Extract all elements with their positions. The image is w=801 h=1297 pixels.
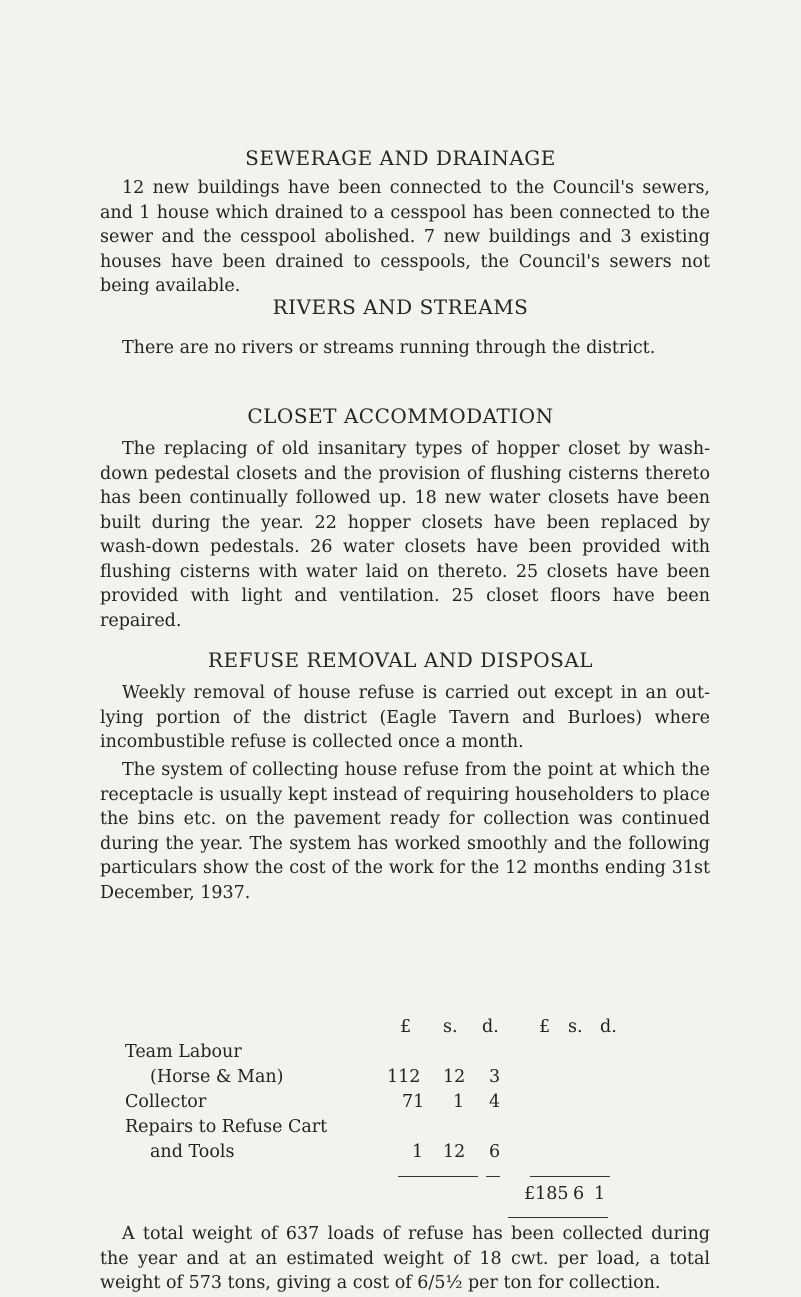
paragraph-refuse-2: The system of collecting house refuse from the point at which the receptacle is usually kept instead of requiring householders to place the bins etc. on the pavement ready for collection was continued during the year. The system has worked smoothly and the following particulars show the cost of the work for the 12 months ending 31st December, 1937. [100, 760, 710, 903]
total-shillings: 6 [573, 1184, 585, 1204]
paragraph-refuse-1: Weekly removal of house refuse is carried out except in an out-lying portion of the district (Eagle Tavern and Burloes) where incombustible refuse is collected once a month. [100, 683, 710, 752]
row-label-continued: (Horse & Man) [150, 1067, 284, 1087]
row-shillings: 1 [453, 1092, 465, 1112]
paragraph-sewerage: 12 new buildings have been connected to the Council's sewers, and 1 house which drained to a cesspool has been connected to the sewer and the cesspool abolished. 7 new buildings and 3 existing houses have been drained to cesspools, the Council's sewers not being available. [100, 178, 710, 296]
paragraph-rivers: There are no rivers or streams running through the district. [122, 338, 656, 358]
header-shillings-1: s. [443, 1017, 458, 1037]
total-rule [508, 1217, 608, 1218]
heading-sewerage: SEWERAGE AND DRAINAGE [245, 146, 556, 170]
row-shillings: 12 [443, 1142, 466, 1162]
heading-refuse: REFUSE REMOVAL AND DISPOSAL [207, 648, 594, 672]
row-pence: 4 [489, 1092, 501, 1112]
row-label: Team Labour [125, 1042, 242, 1062]
row-label: Collector [125, 1092, 207, 1112]
heading-rivers: RIVERS AND STREAMS [272, 295, 529, 319]
row-pounds: 1 [412, 1142, 424, 1162]
header-pence-1: d. [482, 1017, 499, 1037]
row-label: Repairs to Refuse Cart [125, 1117, 328, 1137]
subtotal-rule [530, 1176, 610, 1177]
total-pounds: £185 [524, 1184, 569, 1204]
paragraph-closet: The replacing of old insanitary types of hopper closet by wash-down pedestal closets and the provision of flushing cisterns thereto has been continually followed up. 18 new water closets have been built during the year. 22 hopper closets have been replaced by wash-down pedestals. 26 water closets have been provided with flushing cisterns with water laid on thereto. 25 closets have been provided with light and ventilation. 25 closet floors have been repaired. [100, 439, 710, 631]
header-pence-2: d. [600, 1017, 617, 1037]
subtotal-rule [398, 1176, 478, 1177]
row-shillings: 12 [443, 1067, 466, 1087]
header-pounds-1: £ [400, 1017, 412, 1037]
header-shillings-2: s. [568, 1017, 583, 1037]
cost-table [125, 1015, 645, 1180]
row-label-continued: and Tools [150, 1142, 235, 1162]
paragraph-closing: A total weight of 637 loads of refuse has been collected during the year and at an estimated weight of 18 cwt. per load, a total weight of 573 tons, giving a cost of 6/5½ per ton for collection. [100, 1224, 710, 1293]
subtotal-rule [486, 1176, 500, 1177]
header-pounds-2: £ [539, 1017, 551, 1037]
row-pence: 6 [489, 1142, 501, 1162]
row-pounds: 71 [402, 1092, 425, 1112]
row-pounds: 112 [387, 1067, 421, 1087]
heading-closet: CLOSET ACCOMMODATION [247, 404, 554, 428]
total-pence: 1 [594, 1184, 606, 1204]
row-pence: 3 [489, 1067, 501, 1087]
